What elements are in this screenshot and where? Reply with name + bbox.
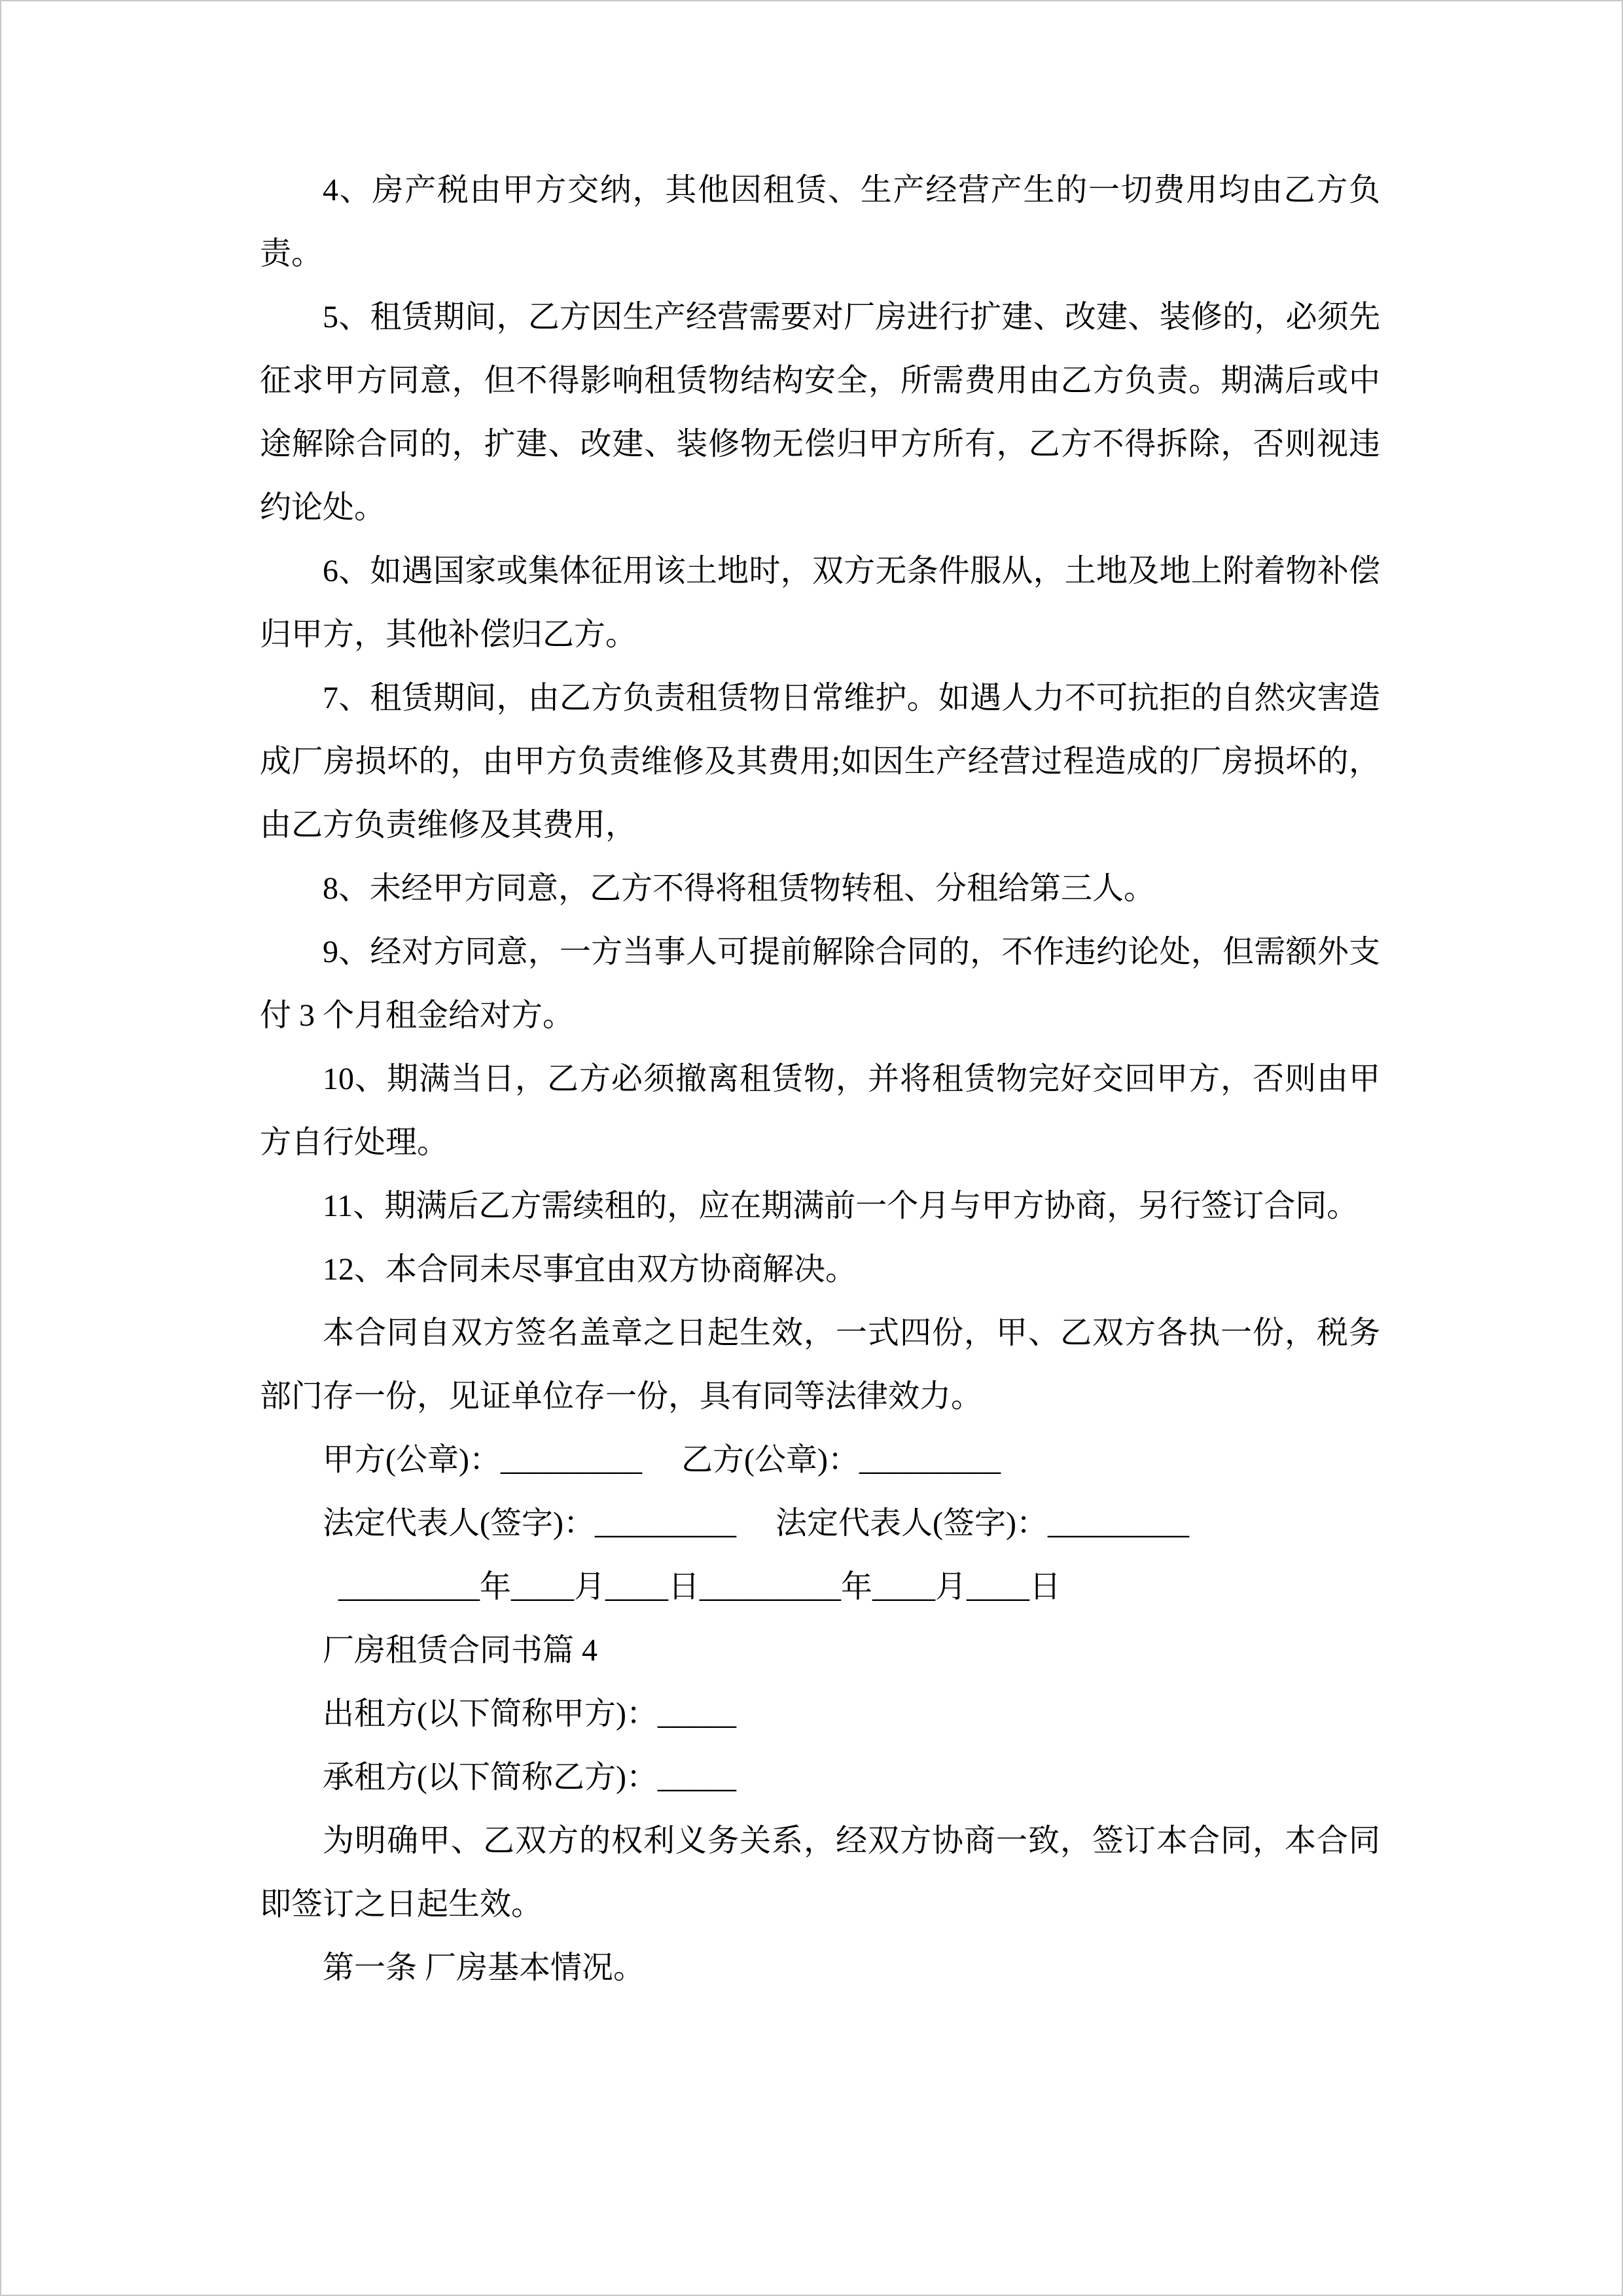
legal-representative-line: 法定代表人(签字)：_________ 法定代表人(签字)：_________ xyxy=(323,1506,1189,1541)
article-1-heading: 第一条 厂房基本情况。 xyxy=(323,1950,645,1985)
clause-9-early-termination: 9、经对方同意，一方当事人可提前解除合同的，不作违约论处，但需额外支付 3 个月租金给对方。 xyxy=(260,935,1380,1033)
document-body xyxy=(260,158,1380,2000)
section-title-part-4: 厂房租赁合同书篇 4 xyxy=(323,1633,598,1668)
date-blank-line: _________年____月____日_________年____月____日 xyxy=(338,1570,1061,1604)
clause-5-renovation: 5、租赁期间，乙方因生产经营需要对厂房进行扩建、改建、装修的，必须先征求甲方同意，但不得影响租赁物结构安全，所需费用由乙方负责。期满后或中途解除合同的，扩建、改建、装修物无偿归甲方所有，乙方不得拆除，否则视违约论处。 xyxy=(260,300,1380,525)
clause-8-no-sublease: 8、未经甲方同意，乙方不得将租赁物转租、分租给第三人。 xyxy=(323,871,1156,906)
clause-6-land-requisition: 6、如遇国家或集体征用该土地时，双方无条件服从，土地及地上附着物补偿归甲方，其他补偿归乙方。 xyxy=(260,554,1380,652)
clause-4-property-tax: 4、房产税由甲方交纳，其他因租赁、生产经营产生的一切费用均由乙方负责。 xyxy=(260,173,1380,271)
seal-signature-line: 甲方(公章)：_________ 乙方(公章)：_________ xyxy=(323,1443,1001,1477)
lessor-blank-line: 出租方(以下简称甲方)：_____ xyxy=(323,1696,736,1731)
clause-12-miscellaneous: 12、本合同未尽事宜由双方协商解决。 xyxy=(323,1252,857,1287)
closing-effectiveness: 本合同自双方签名盖章之日起生效，一式四份，甲、乙双方各执一份，税务部门存一份，见证单位存一份，具有同等法律效力。 xyxy=(260,1316,1380,1414)
clause-11-renewal: 11、期满后乙方需续租的，应在期满前一个月与甲方协商，另行签订合同。 xyxy=(323,1189,1359,1223)
intro-paragraph: 为明确甲、乙双方的权利义务关系，经双方协商一致，签订本合同，本合同即签订之日起生效。 xyxy=(260,1823,1380,1922)
clause-7-maintenance: 7、租赁期间，由乙方负责租赁物日常维护。如遇人力不可抗拒的自然灾害造成厂房损坏的，由甲方负责维修及其费用;如因生产经营过程造成的厂房损坏的，由乙方负责维修及其费用， xyxy=(260,681,1380,842)
lessee-blank-line: 承租方(以下简称乙方)：_____ xyxy=(323,1760,736,1795)
clause-10-expiry-return: 10、期满当日，乙方必须撤离租赁物，并将租赁物完好交回甲方，否则由甲方自行处理。 xyxy=(260,1062,1380,1160)
